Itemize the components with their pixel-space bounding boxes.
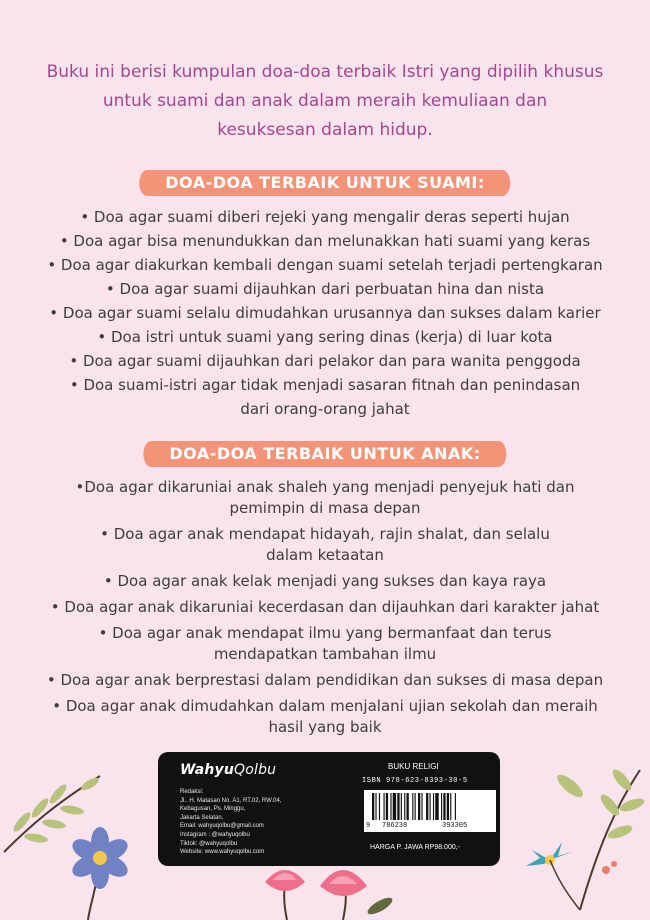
barcode-bar (447, 793, 449, 820)
barcode-bar (430, 793, 431, 820)
blue-flower-icon (60, 820, 150, 920)
prayer-item-line: pemimpin di masa depan (229, 499, 421, 517)
barcode-bar (375, 793, 376, 820)
prayer-item-line: • Doa agar anak mendapat ilmu yang bermanfaat dan terus (98, 624, 552, 642)
logo-sub-text: Qolbu (234, 762, 277, 778)
prayer-item (30, 253, 620, 277)
prayer-item-line: • Doa suami-istri agar tidak menjadi sasaran fitnah dan penindasan (69, 376, 581, 394)
barcode-bar (435, 793, 438, 820)
barcode-digits-right: 393305 (442, 822, 468, 830)
section-title-suami: DOA-DOA TERBAIK UNTUK SUAMI: (147, 170, 502, 196)
prayer-item (30, 301, 620, 325)
prayer-item-line: • Doa agar anak dimudahkan dalam menjalani ujian sekolah dan meraih (52, 697, 598, 715)
publisher-address (180, 788, 282, 857)
prayer-item (30, 325, 620, 349)
price-label: HARGA P. JAWA RP98.000,- (370, 844, 461, 851)
barcode-digits-mid: 786238 (382, 822, 408, 830)
address-line: Instagram : @wahyuqolbu (180, 831, 250, 838)
prayer-item (30, 623, 620, 665)
prayer-item-line: • Doa agar anak mendapat hidayah, rajin shalat, dan selalu (100, 525, 550, 543)
address-line: Jakarta Selatan. (180, 814, 224, 821)
barcode-bar (426, 793, 428, 820)
prayer-item-line: • Doa istri untuk suami yang sering dinas (kerja) di luar kota (97, 328, 553, 346)
intro-line: kesuksesan dalam hidup. (217, 120, 433, 140)
prayer-item-line: dalam ketaatan (266, 546, 384, 564)
barcode-digit-left: 9 (366, 822, 371, 830)
prayer-item-line: • Doa agar diakurkan kembali dengan suami setelah terjadi pertengkaran (47, 256, 603, 274)
prayer-item-line: • Doa agar anak dikaruniai kecerdasan dan dijauhkan dari karakter jahat (50, 598, 600, 616)
barcode-bar (390, 793, 391, 820)
barcode-bar (455, 793, 456, 820)
logo-main-text: Wahyu (180, 762, 234, 778)
barcode-bar (393, 793, 396, 820)
barcode-bar (443, 793, 445, 820)
address-line: Website: www.wahyuqolbu.com (180, 849, 265, 856)
barcode-bar (384, 793, 385, 820)
prayer-item-line: • Doa agar suami dijauhkan dari pelakor dan para wanita penggoda (69, 352, 581, 370)
barcode-bar (401, 793, 402, 820)
barcode-bar (433, 793, 434, 820)
prayer-list-suami (30, 205, 620, 421)
barcode-bar (421, 793, 422, 820)
barcode-bar (386, 793, 388, 820)
barcode-bar (407, 793, 409, 820)
prayer-item (30, 373, 620, 421)
prayer-item (30, 571, 620, 592)
address-line: Redaksi: (180, 789, 204, 795)
section-title-anak: DOA-DOA TERBAIK UNTUK ANAK: (151, 441, 498, 467)
publisher-box (158, 752, 500, 866)
prayer-item (30, 696, 620, 738)
prayer-item-line: • Doa agar anak berprestasi dalam pendidikan dan sukses di masa depan (46, 671, 604, 689)
prayer-item (30, 597, 620, 618)
prayer-item-line: • Doa agar bisa menundukkan dan melunakkan hati suami yang keras (59, 232, 591, 250)
prayer-item-line: mendapatkan tambahan ilmu (213, 645, 437, 663)
publisher-logo (180, 762, 276, 778)
barcode-bar (418, 793, 420, 820)
intro-text (40, 58, 610, 145)
barcode-bars (364, 790, 496, 822)
prayer-list-anak (30, 477, 620, 743)
barcode-bar (372, 793, 374, 820)
book-category: BUKU RELIGI (388, 762, 439, 771)
intro-line: Buku ini berisi kumpulan doa-doa terbaik Istri yang dipilih khusus (46, 62, 604, 82)
prayer-item (30, 205, 620, 229)
prayer-item (30, 229, 620, 253)
prayer-item-line: • Doa agar suami dijauhkan dari perbuatan hina dan nista (105, 280, 545, 298)
prayer-item-line: • Doa agar suami selalu dimudahkan urusannya dan sukses dalam karier (49, 304, 601, 322)
prayer-item-line: • Doa agar suami diberi rejeki yang mengalir deras seperti hujan (80, 208, 570, 226)
address-line: Kebagusan, Ps. Minggu, (180, 806, 246, 813)
barcode-bar (379, 793, 380, 820)
prayer-item-line: dari orang-orang jahat (240, 400, 410, 418)
address-line: Email: wahyuqolbu@gmail.com (180, 823, 264, 830)
flower-branch-right-icon (510, 760, 650, 920)
prayer-item (30, 277, 620, 301)
prayer-item (30, 349, 620, 373)
prayer-item-line: • Doa agar anak kelak menjadi yang sukses dan kaya raya (103, 572, 547, 590)
barcode-bar (404, 793, 405, 820)
barcode-bar (415, 793, 416, 820)
isbn-number: ISBN 978-623-8393-30-5 (362, 777, 468, 785)
prayer-item (30, 670, 620, 691)
barcode-bar (397, 793, 399, 820)
prayer-item-line: hasil yang baik (268, 718, 382, 736)
barcode-bar (412, 793, 413, 820)
barcode-bar (450, 793, 451, 820)
prayer-item (30, 524, 620, 566)
prayer-item-line: •Doa agar dikaruniai anak shaleh yang menjadi penyejuk hati dan (75, 478, 575, 496)
address-line: Jl.. H. Matasan No. A1, RT.02, RW.04, (180, 797, 282, 804)
address-line: Tiktok: @wahyuqolbu (180, 840, 238, 847)
intro-line: untuk suami dan anak dalam meraih kemuliaan dan (102, 91, 548, 111)
barcode (364, 790, 496, 832)
barcode-bar (441, 793, 442, 820)
pink-flowers-icon (255, 860, 405, 920)
prayer-item (30, 477, 620, 519)
